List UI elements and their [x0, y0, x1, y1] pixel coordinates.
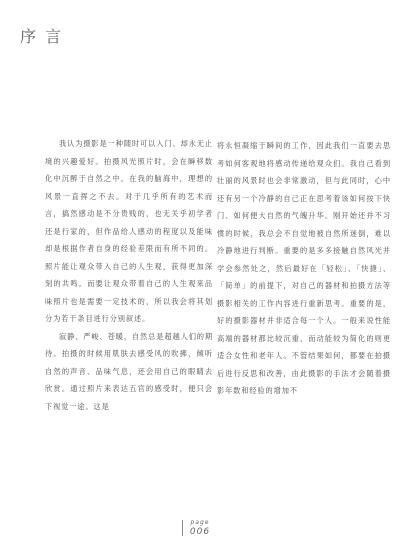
paragraph: 寂静、严峻、苍暖，自然总是超越人们的期待。拍摄的时候用肌肤去感受风的吹拂，倾听自然的声音、品味气息，还会用自己的眼睛去欣赏。通过照片来表达五官的感受时，便只会下视觉一途。这是	[45, 331, 213, 411]
paragraph: 我认为摄影是一种随时可以入门、却永无止境的兴趣爱好。拍摄风光照片时，会在瞬移数化中沉醉于自然之中。在我的脑海中，理想的风景一直挥之不去。对于几乎所有的艺术而言，搞然感动是不分贵贱的，也无关乎初学者还是行家的，但作品给人感动的程度以及能味却是根据作者自身的经验差限而有所不同的。照片能让观众带入自己的人生观，获得更加深刻的共鸣。而要让观众带着自己的人生观来品味照片也是需要一定技术的，所以我会将其划分为若干条目进行分别叙述。	[45, 139, 213, 323]
right-column	[217, 137, 391, 400]
page-title: 序 言	[20, 27, 64, 46]
left-column	[45, 135, 213, 415]
page-label: page	[190, 519, 210, 526]
paragraph-continued: 将永恒凝缩于瞬间的工作，因此我们一直要去思考如何客观地将感动传递给观众们。我自己看到壮丽的风景时也会非常激动，但与此同时，心中还有另一个冷静的自己正在思考着该如何按下快门、如何便大自然的气魄升华。刚开始还并不习惯的时候，我总会不自觉地被自然所迷倒，难以冷静地进行判断。重要的是多多接触自然风光并学会参然处之，然后最好在「轻松」、「快捷」、「简单」的前提下，对自己的器材和拍摄方法等摄影相关的工作内容进行重新思考。重要的是，好的摄影器材并非适合每一个人。一般来说性能高端的器材都比较沉重，而动能较为简化的则更适合女性和老年人。不管结果如何，都要在拍摄后进行反思和改善，由此摄影的手法才会随着摄影年数和经验的增加不	[217, 141, 391, 395]
page-number: 006	[189, 527, 211, 537]
